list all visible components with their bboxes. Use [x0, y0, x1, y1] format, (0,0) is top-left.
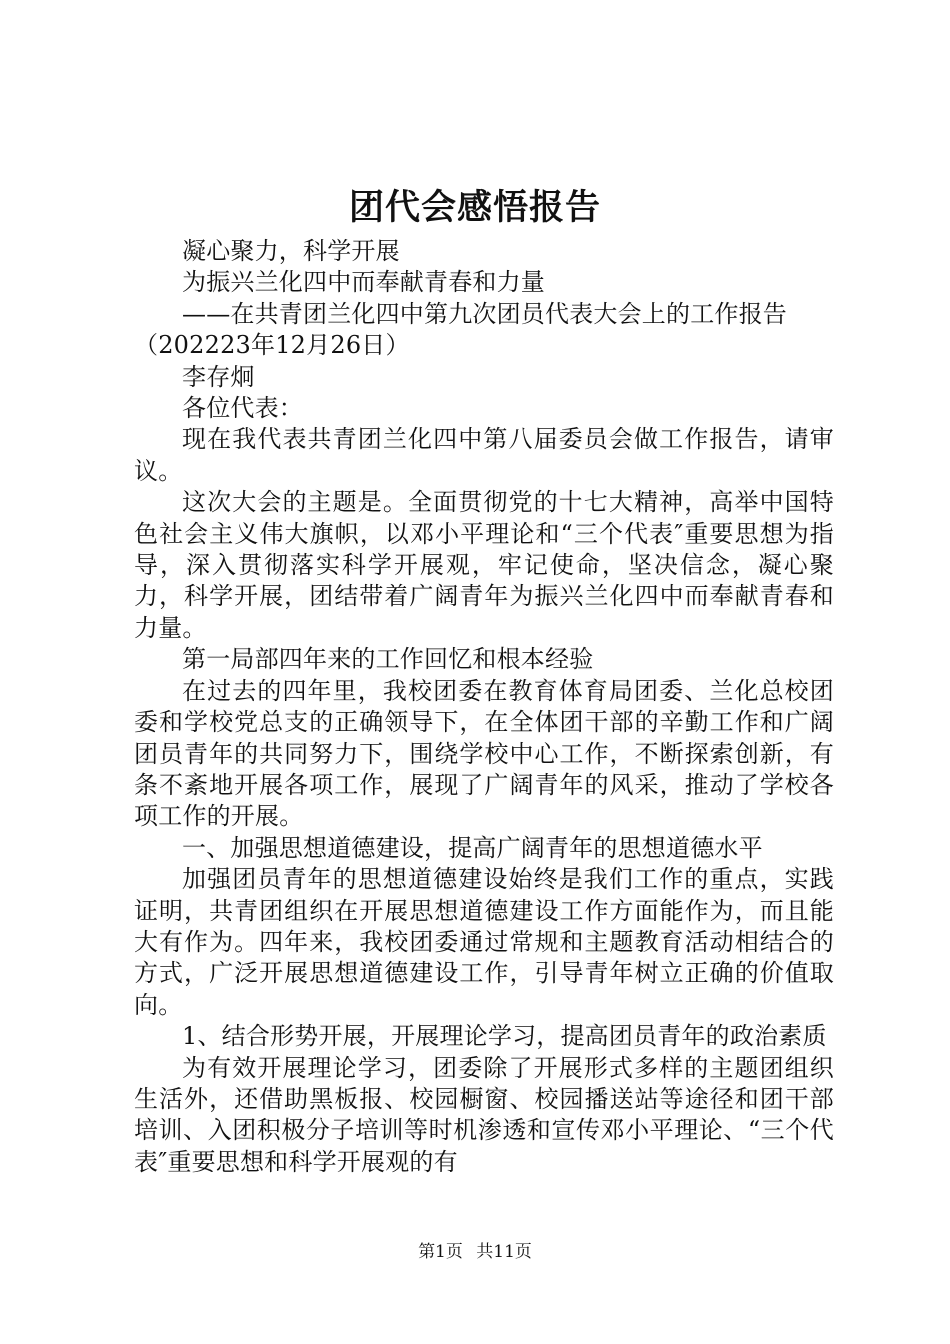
paragraph-moral-education: 加强团员青年的思想道德建设始终是我们工作的重点，实践证明，共青团组织在开展思想道德建设工作方面能作为，而且能大有作为。四年来，我校团委通过常规和主题教育活动相结合的方式，广泛开展思想道德建设工作，引导青年树立正确的价值取向。: [134, 865, 834, 1019]
subsection-heading-theory-study: 1、结合形势开展，开展理论学习，提高团员青年的政治素质: [182, 1022, 827, 1051]
paragraph-date: （202223年12月26日）: [134, 331, 410, 360]
page-total: 共11页: [476, 1242, 532, 1262]
paragraph-author: 李存炯: [182, 362, 255, 391]
document-title: 团代会感悟报告: [348, 187, 601, 228]
paragraph-subtitle-2: 为振兴兰化四中而奉献青春和力量: [182, 268, 545, 297]
paragraph-theory-study: 为有效开展理论学习，团委除了开展形式多样的主题团组织生活外，还借助黑板报、校园橱窗、校园播送站等途径和团干部培训、入团积极分子培训等时机渗透和宣传邓小平理论、“三个代表″重要思想和科学开展观的有: [134, 1053, 834, 1176]
paragraph-past-four-years: 在过去的四年里，我校团委在教育体育局团委、兰化总校团委和学校党总支的正确领导下，在全体团干部的辛勤工作和广阔团员青年的共同努力下，围绕学校中心工作，不断探索创新，有条不紊地开展各项工作，展现了广阔青年的风采，推动了学校各项工作的开展。: [134, 676, 834, 831]
page-footer: [0, 1240, 950, 1264]
paragraph-intro: 现在我代表共青团兰化四中第八届委员会做工作报告，请审议。: [134, 425, 834, 485]
section-heading-moral-education: 一、加强思想道德建设，提高广阔青年的思想道德水平: [182, 833, 763, 862]
paragraph-salutation: 各位代表：: [182, 394, 303, 423]
page-number: 第1页: [418, 1242, 463, 1262]
document-body: [134, 236, 834, 1178]
paragraph-theme: 这次大会的主题是。全面贯彻党的十七大精神，高举中国特色社会主义伟大旗帜，以邓小平理论和“三个代表″重要思想为指导，深入贯彻落实科学开展观，牢记使命，坚决信念，凝心聚力，科学开展，团结带着广阔青年为振兴兰化四中而奉献青春和力量。: [134, 488, 834, 642]
paragraph-subtitle-1: 凝心聚力，科学开展: [182, 237, 400, 265]
paragraph-report-occasion: ——在共青团兰化四中第九次团员代表大会上的工作报告: [182, 299, 787, 328]
section-heading-part-one: 第一局部四年来的工作回忆和根本经验: [182, 645, 594, 674]
